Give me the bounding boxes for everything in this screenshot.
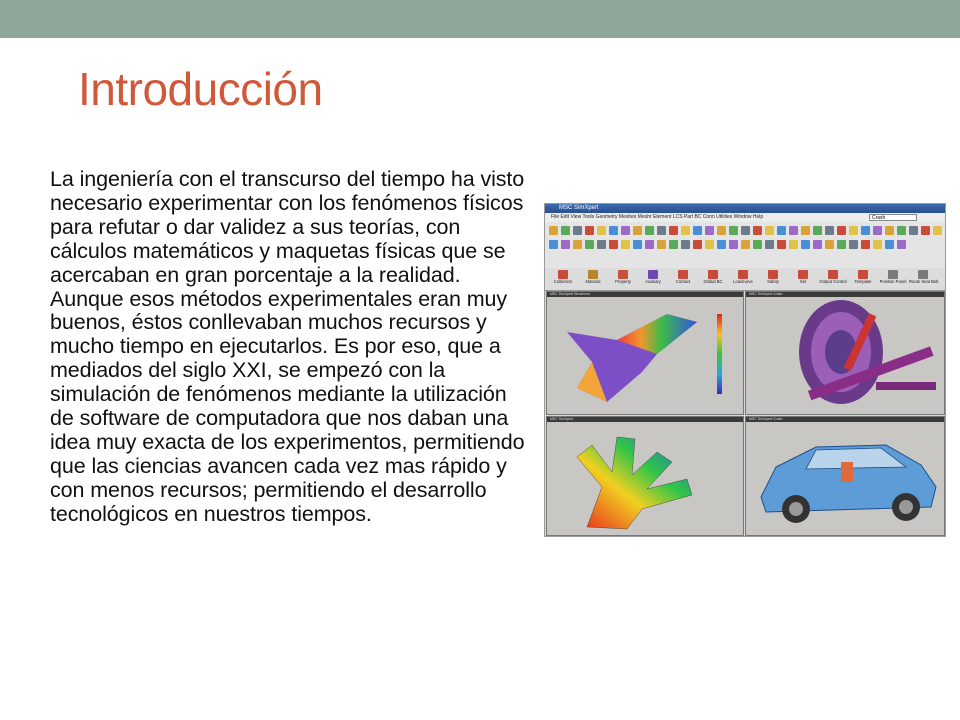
toolbar-icon	[789, 240, 798, 249]
car-crash-model	[746, 417, 945, 536]
toolbar-icon	[729, 240, 738, 249]
ribbon-label: Property	[615, 279, 631, 284]
ribbon-icon	[858, 270, 868, 279]
software-titlebar	[545, 204, 945, 213]
ribbon-button	[669, 269, 697, 289]
toolbar-icon	[597, 226, 606, 235]
toolbar-icon	[837, 240, 846, 249]
viewport-car-crash	[745, 416, 945, 536]
toolbar-icon	[549, 240, 558, 249]
toolbar-icon	[657, 240, 666, 249]
ribbon-button	[549, 269, 577, 289]
ribbon-icon	[768, 270, 778, 279]
ribbon-label: Global BC	[703, 279, 723, 284]
toolbar-icon	[669, 226, 678, 235]
ribbon-button	[849, 269, 877, 289]
toolbar-icon	[849, 240, 858, 249]
ribbon-label: Template	[854, 279, 872, 284]
toolbar-icon	[885, 226, 894, 235]
ribbon-label: Material	[585, 279, 601, 284]
toolbar-icon	[861, 240, 870, 249]
toolbar-icon	[813, 240, 822, 249]
toolbar-icon	[621, 240, 630, 249]
toolbar-icon	[909, 226, 918, 235]
viewport-suspension	[745, 291, 945, 415]
toolbar-icon	[597, 240, 606, 249]
ribbon-button	[579, 269, 607, 289]
toolbar-icon	[609, 240, 618, 249]
ribbon-button	[729, 269, 757, 289]
toolbar-icon	[933, 226, 942, 235]
ribbon-label: Contact	[675, 279, 691, 284]
toolbar-icon	[837, 226, 846, 235]
toolbar-icon	[945, 226, 946, 235]
toolbar-icon	[705, 226, 714, 235]
ribbon-button	[699, 269, 727, 289]
toolbar-icon	[693, 240, 702, 249]
toolbar-icon	[753, 226, 762, 235]
ribbon-icon	[618, 270, 628, 279]
ribbon-label: Auxiliary	[645, 279, 661, 284]
top-accent-bar	[0, 0, 960, 38]
ribbon-icon	[708, 270, 718, 279]
toolbar-icon	[873, 240, 882, 249]
ribbon-icon	[558, 270, 568, 279]
viewport-label: MSC SimXpert Structures	[550, 292, 591, 296]
toolbar-icon	[789, 226, 798, 235]
toolbar-icon	[645, 226, 654, 235]
toolbar-icon	[717, 240, 726, 249]
ribbon-button	[819, 269, 847, 289]
toolbar-icon	[729, 226, 738, 235]
software-menu: File Edit View Tools Geometry Meshes Meshr Element LCS Part BC Conn Utilities Window Help	[551, 214, 764, 220]
ribbon-icon	[918, 270, 928, 279]
toolbar-row	[549, 226, 946, 237]
ribbon-icon	[828, 270, 838, 279]
toolbar-icon	[633, 240, 642, 249]
toolbar-icon	[801, 240, 810, 249]
viewport-manifold	[546, 416, 744, 536]
toolbar-icon	[585, 226, 594, 235]
toolbar-icon	[861, 226, 870, 235]
toolbar-icon	[849, 226, 858, 235]
toolbar-icon	[741, 226, 750, 235]
toolbar-icon	[897, 226, 906, 235]
ribbon-label: Set	[799, 279, 807, 284]
toolbar-icon	[717, 226, 726, 235]
toolbar-icon	[741, 240, 750, 249]
toolbar-icon	[561, 240, 570, 249]
toolbar-icon	[549, 226, 558, 235]
simulation-software-screenshot	[544, 203, 946, 537]
analysis-type-select: Crash	[869, 214, 917, 221]
ribbon-icon	[588, 270, 598, 279]
toolbar-row	[549, 240, 906, 251]
ribbon-button	[639, 269, 667, 289]
toolbar-icon	[585, 240, 594, 249]
ribbon-icon	[888, 270, 898, 279]
ribbon-label: Collection	[553, 279, 573, 284]
viewport-bracket-stress	[546, 291, 744, 415]
toolbar-icon	[561, 226, 570, 235]
ribbon-icon	[648, 270, 658, 279]
toolbar-icon	[765, 240, 774, 249]
ribbon-icon	[738, 270, 748, 279]
ribbon-button	[789, 269, 817, 289]
toolbar-icon	[621, 226, 630, 235]
toolbar-icon	[669, 240, 678, 249]
toolbar-icon	[633, 226, 642, 235]
toolbar-icon	[873, 226, 882, 235]
toolbar-icon	[801, 226, 810, 235]
toolbar-icon	[825, 226, 834, 235]
ribbon-label: Output Control	[819, 279, 847, 284]
toolbar-icon	[573, 226, 582, 235]
toolbar-icon	[885, 240, 894, 249]
ribbon-label: Loadcurve	[733, 279, 753, 284]
ribbon-icon	[798, 270, 808, 279]
ribbon-button	[879, 269, 907, 289]
toolbar-icon	[777, 226, 786, 235]
ribbon-button	[759, 269, 787, 289]
toolbar-icon	[921, 226, 930, 235]
ribbon-icon	[678, 270, 688, 279]
viewport-label: MSC SimXpert	[550, 417, 574, 421]
software-toolbar	[545, 222, 945, 268]
toolbar-icon	[645, 240, 654, 249]
viewport-label: MSC SimXpert Crash	[749, 292, 783, 296]
viewport-label: MSC SimXpert Crash	[749, 417, 783, 421]
slide-body-text: La ingeniería con el transcurso del tiempo ha visto necesario experimentar con los fenómenos físicos para refutar o dar validez a sus teorías, con cálculos matemáticos y maquetas físicas que se acercaban en gran porcentaje a la realidad. Aunque esos métodos experimentales eran muy buenos, éstos conllevaban muchos recursos y mucho tiempo en ejecutarlos. Es por eso, que a mediados del siglo XXI, se empezó con la simulación de fenómenos mediante la utilización de software de computadora que nos daban una idea muy exacta de los experimentos, permitiendo que las ciencias avancen cada vez mas rápido y con menos recursos; permitiendo el desarrollo tecnológicos en nuestros tiempos.	[50, 167, 525, 526]
toolbar-icon	[753, 240, 762, 249]
toolbar-icon	[813, 226, 822, 235]
toolbar-icon	[657, 226, 666, 235]
toolbar-icon	[681, 226, 690, 235]
manifold-fringe-plot	[547, 417, 744, 536]
ribbon-label: Position Panel	[879, 279, 907, 284]
bracket-fringe-plot	[547, 292, 744, 415]
software-title: MSC SimXpert	[559, 205, 599, 211]
toolbar-icon	[693, 226, 702, 235]
ribbon-button	[909, 269, 937, 289]
toolbar-icon	[573, 240, 582, 249]
ribbon-button	[609, 269, 637, 289]
toolbar-icon	[777, 240, 786, 249]
toolbar-icon	[609, 226, 618, 235]
toolbar-icon	[765, 226, 774, 235]
ribbon-label: Route Seat Belt	[909, 279, 939, 284]
toolbar-icon	[705, 240, 714, 249]
ribbon-label: Safety	[767, 279, 779, 284]
toolbar-icon	[825, 240, 834, 249]
suspension-model	[746, 292, 945, 415]
software-ribbon	[545, 268, 945, 291]
slide-title: Introducción	[78, 63, 323, 115]
toolbar-icon	[897, 240, 906, 249]
toolbar-icon	[681, 240, 690, 249]
